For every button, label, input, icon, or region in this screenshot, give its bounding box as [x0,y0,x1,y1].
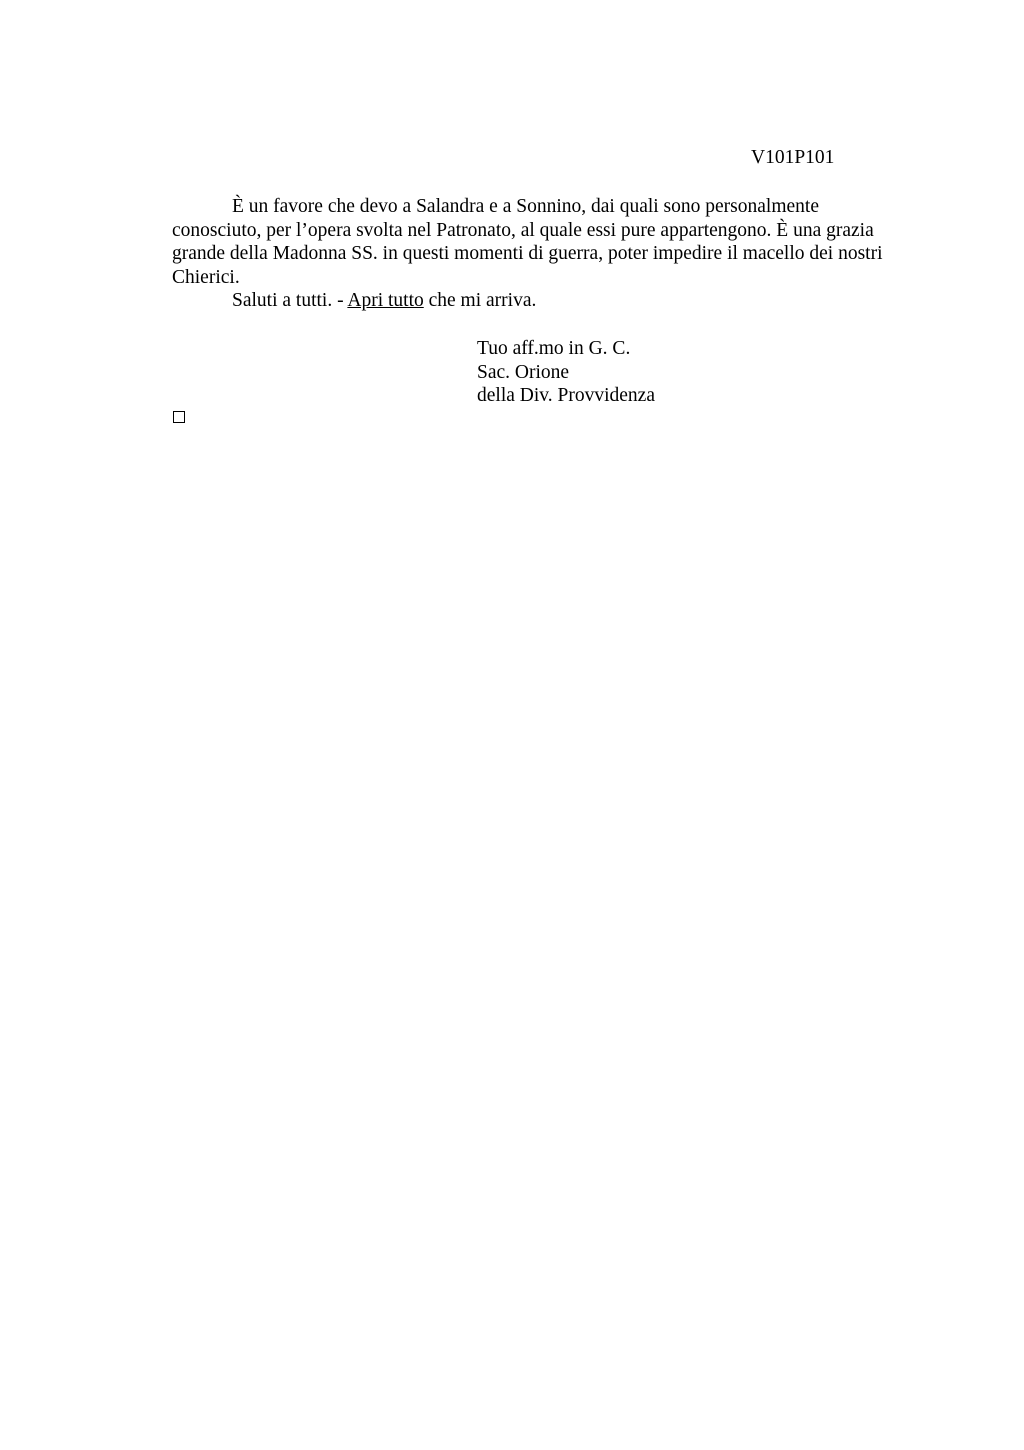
checkbox-square-icon [173,411,185,423]
underlined-phrase: Apri tutto [347,290,424,311]
greeting-text: Saluti a tutti. - [232,290,348,311]
paragraph-1-line-3: grande della Madonna SS. in questi momenti di guerra, poter impedire il macello dei nostri [172,243,883,264]
paragraph-2 [172,289,932,313]
paragraph-1-line-1: È un favore che devo a Salandra e a Sonnino, dai quali sono personalmente [232,196,819,217]
paragraph-1-line-2: conosciuto, per l’opera svolta nel Patronato, al quale essi pure appartengono. È una grazia [172,219,874,241]
signature-line-1: Tuo aff.mo in G. C. [477,338,631,359]
signature-line-2: Sac. Orione [477,361,570,383]
greeting-suffix: che mi arriva. [423,290,537,311]
signature-line-3: della Div. Provvidenza [477,385,655,406]
page-reference: V101P101 [751,147,835,168]
paragraph-1-line-4: Chierici. [172,266,240,288]
signature-block [477,337,655,408]
letter-body [172,195,932,313]
